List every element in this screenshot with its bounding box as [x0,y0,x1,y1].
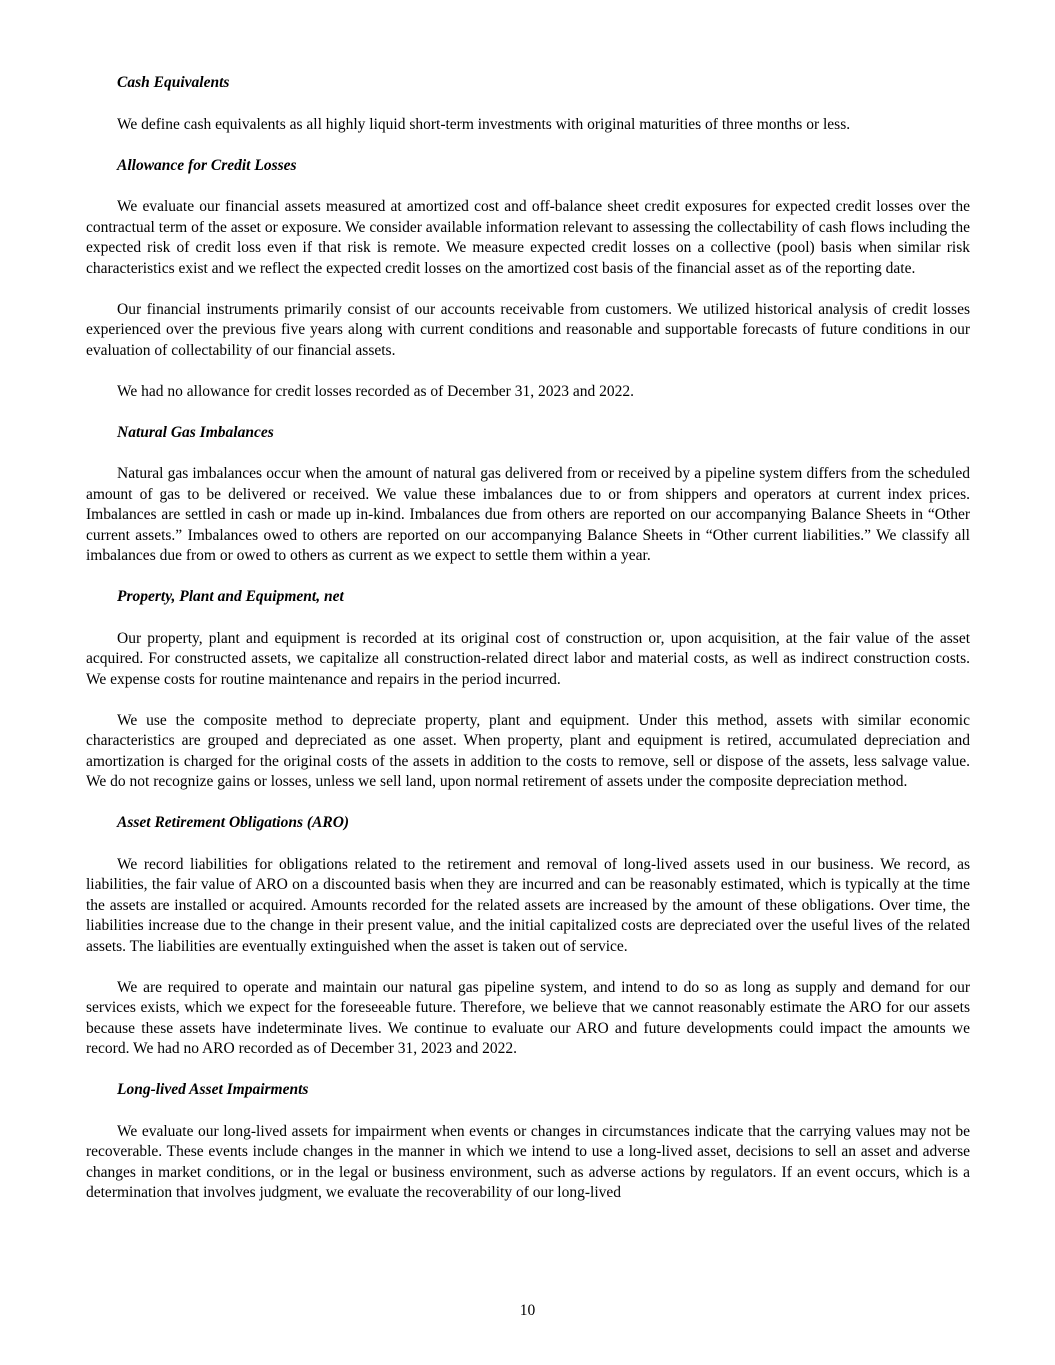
section-asset-retirement-obligations [86,813,970,1060]
section-property-plant-equipment [86,587,970,793]
section-heading: Property, Plant and Equipment, net [117,588,344,605]
paragraph: We define cash equivalents as all highly liquid short-term investments with original maturities of three months or less. [117,115,851,133]
section-heading: Long-lived Asset Impairments [117,1081,309,1098]
paragraph: We record liabilities for obligations related to the retirement and removal of long-lived assets used in our business. We record, as liabilities, the fair value of ARO on a discounted basis when they are incurred and can be reasonably estimated, which is typically at the time the assets are installed or acquired. Amounts recorded for the related assets are increased by the amount of these obligations. Over time, the liabilities increase due to the change in their present value, and the initial capitalized costs are depreciated over the useful lives of the related assets. The liabilities are eventually extinguished when the asset is taken out of service. [86,855,970,955]
section-cash-equivalents [86,73,970,135]
paragraph: We are required to operate and maintain our natural gas pipeline system, and intend to do so as long as supply and demand for our services exists, which we expect for the foreseeable future. Therefore, we believe that we cannot reasonably estimate the ARO for our assets because these assets have indeterminate lives. We continue to evaluate our ARO and future developments could impact the amounts we record. We had no ARO recorded as of December 31, 2023 and 2022. [86,978,970,1057]
section-long-lived-asset-impairments [86,1080,970,1204]
section-heading: Allowance for Credit Losses [117,156,297,174]
section-heading: Asset Retirement Obligations (ARO) [117,814,350,831]
paragraph: We evaluate our long-lived assets for impairment when events or changes in circumstances indicate that the carrying values may not be recoverable. These events include changes in the manner in which we intend to use a long-lived asset, decisions to sell an asset and adverse changes in market conditions, or in the legal or business environment, such as adverse actions by regulators. If an event occurs, which is a determination that involves judgment, we evaluate the recoverability of our long-lived [86,1122,970,1201]
paragraph: Our financial instruments primarily consist of our accounts receivable from customers. We utilized historical analysis of credit losses experienced over the previous five years along with current conditions and reasonable and supportable forecasts of future conditions in our evaluation of collectability of our financial assets. [86,300,970,359]
paragraph: We use the composite method to depreciate property, plant and equipment. Under this method, assets with similar economic characteristics are grouped and depreciated as one asset. When property, plant and equipment is retired, accumulated depreciation and amortization is charged for the original costs of the assets in addition to the costs to remove, sell or dispose of the assets, less salvage value. We do not recognize gains or losses, unless we sell land, upon normal retirement of assets under the composite depreciation method. [86,711,970,790]
paragraph: Natural gas imbalances occur when the amount of natural gas delivered from or received by a pipeline system differs from the scheduled amount of gas to be delivered or received. We value these imbalances due to or from shippers and operators at current index prices. Imbalances are settled in cash or made up in-kind. Imbalances due from others are reported on our accompanying Balance Sheets in “Other current assets.” Imbalances owed to others are reported on our accompanying Balance Sheets in “Other current liabilities.” We classify all imbalances due from or owed to others as current as we expect to settle them within a year. [86,465,970,564]
section-natural-gas-imbalances [86,423,970,567]
section-allowance-for-credit-losses [86,156,970,403]
paragraph: We had no allowance for credit losses recorded as of December 31, 2023 and 2022. [117,382,634,400]
page-number: 10 [519,1302,536,1319]
section-heading: Cash Equivalents [117,74,230,91]
paragraph: We evaluate our financial assets measured at amortized cost and off-balance sheet credit exposures for expected credit losses over the contractual term of the asset or exposure. We consider available information relevant to assessing the collectability of cash flows including the expected risk of credit loss even if that risk is remote. We measure expected credit losses on a collective (pool) basis when similar risk characteristics exist and we reflect the expected credit losses on the amortized cost basis of the financial asset as of the reporting date. [86,198,970,277]
document-page [86,73,970,1224]
section-heading: Natural Gas Imbalances [117,423,274,441]
paragraph: Our property, plant and equipment is recorded at its original cost of construction or, upon acquisition, at the fair value of the asset acquired. For constructed assets, we capitalize all construction-related direct labor and material costs, as well as indirect construction costs. We expense costs for routine maintenance and repairs in the period incurred. [86,629,970,688]
